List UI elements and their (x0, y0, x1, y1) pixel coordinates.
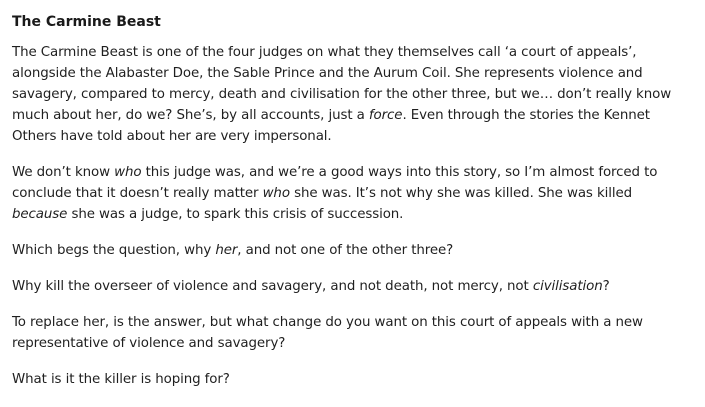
paragraph-4-emphasis-civilisation: civilisation (532, 279, 603, 294)
paragraph-3-emphasis-her: her (215, 243, 238, 258)
paragraph-3-text-a: Which begs the question, why (12, 243, 216, 258)
paragraph-1 (12, 42, 691, 147)
paragraph-2-emphasis-who: who (114, 165, 142, 180)
paragraph-4-text-a: Why kill the overseer of violence and savagery, and not death, not mercy, not (12, 279, 533, 294)
paragraph-2-text-b: this judge was, and we’re a good ways into this story, so I’m almost forced to conclude that it doesn’t really matter (12, 165, 658, 201)
paragraph-1-text-b: . Even through the stories the Kennet Others have told about her are very impersonal. (12, 108, 650, 144)
paragraph-2 (12, 162, 691, 225)
paragraph-4-text-b: ? (602, 279, 610, 294)
paragraph-1-emphasis-force: force (368, 108, 403, 123)
paragraph-6 (12, 369, 691, 390)
paragraph-1-text-a: The Carmine Beast is one of the four judges on what they themselves call ‘a court of appeals’, alongside the Alabaster Doe, the Sable Prince and the Aurum Coil. She represents violence and savagery, compared to mercy, death and civilisation for the other three, but we… don’t really know much about her, do we? She’s, by all accounts, just a (12, 45, 672, 123)
paragraph-2-text-d: she was a judge, to spark this crisis of succession. (67, 207, 404, 222)
post-title: The Carmine Beast (12, 14, 161, 30)
paragraph-5-text-a: To replace her, is the answer, but what change do you want on this court of appeals with a new representative of violence and savagery? (12, 315, 643, 351)
paragraph-2-emphasis-because: because (12, 207, 68, 222)
paragraph-6-text-a: What is it the killer is hoping for? (12, 372, 230, 387)
paragraph-2-emphasis-who-2: who (262, 186, 290, 201)
paragraph-5 (12, 312, 691, 354)
paragraph-3-text-b: , and not one of the other three? (237, 243, 454, 258)
paragraph-4 (12, 276, 691, 297)
paragraph-2-text-a: We don’t know (12, 165, 115, 180)
paragraph-3 (12, 240, 691, 261)
paragraph-2-text-c: she was. It’s not why she was killed. She was killed (289, 186, 633, 201)
